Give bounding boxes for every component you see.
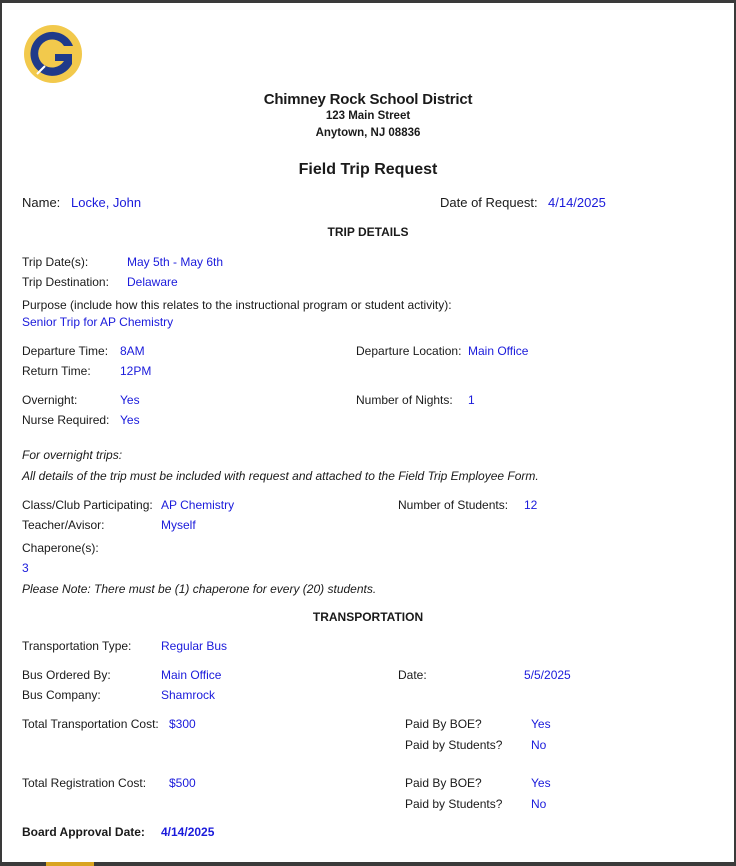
transportation-heading: TRANSPORTATION	[312, 610, 424, 624]
nurse-required-label: Nurse Required:	[22, 413, 110, 427]
registration-paid-by-boe-label: Paid By BOE?	[405, 776, 482, 790]
chaperones-value: 3	[22, 561, 29, 575]
district-name: Chimney Rock School District	[263, 91, 473, 108]
total-transportation-cost-value: $300	[169, 717, 196, 731]
bus-date-value: 5/5/2025	[524, 668, 571, 682]
purpose-label: Purpose (include how this relates to the instructional program or student activity):	[22, 298, 452, 312]
board-approval-date-label: Board Approval Date:	[22, 825, 145, 839]
registration-paid-by-boe-value: Yes	[531, 776, 551, 790]
date-of-request-label: Date of Request:	[440, 195, 538, 210]
departure-time-label: Departure Time:	[22, 344, 109, 358]
transport-paid-by-boe-value: Yes	[531, 717, 551, 731]
return-time-value: 12PM	[120, 364, 152, 378]
bus-date-label: Date:	[398, 668, 427, 682]
form-page	[2, 3, 734, 862]
bottom-border	[0, 862, 736, 866]
district-city: Anytown, NJ 08836	[315, 127, 421, 139]
destination-label: Trip Destination:	[22, 275, 109, 289]
transport-paid-by-students-value: No	[531, 738, 547, 752]
destination-value: Delaware	[127, 275, 178, 289]
registration-paid-by-students-value: No	[531, 797, 547, 811]
departure-location-label: Departure Location:	[356, 344, 462, 358]
transportation-type-label: Transportation Type:	[22, 639, 132, 653]
district-logo-icon	[23, 24, 83, 84]
purpose-value: Senior Trip for AP Chemistry	[22, 315, 174, 329]
bus-ordered-by-value: Main Office	[161, 668, 222, 682]
overnight-note-title: For overnight trips:	[22, 448, 123, 462]
return-time-label: Return Time:	[22, 364, 91, 378]
overnight-value: Yes	[120, 393, 140, 407]
trip-details-heading: TRIP DETAILS	[327, 225, 409, 239]
board-approval-date-value: 4/14/2025	[161, 825, 215, 839]
nurse-required-value: Yes	[120, 413, 140, 427]
overnight-label: Overnight:	[22, 393, 78, 407]
total-registration-cost-value: $500	[169, 776, 196, 790]
date-of-request-value: 4/14/2025	[548, 195, 606, 210]
transport-paid-by-students-label: Paid by Students?	[405, 738, 503, 752]
total-transportation-cost-label: Total Transportation Cost:	[22, 717, 159, 731]
bus-company-value: Shamrock	[161, 688, 216, 702]
transportation-type-value: Regular Bus	[161, 639, 228, 653]
total-registration-cost-label: Total Registration Cost:	[22, 776, 147, 790]
class-club-label: Class/Club Participating:	[22, 498, 153, 512]
number-of-students-label: Number of Students:	[398, 498, 509, 512]
registration-paid-by-students-label: Paid by Students?	[405, 797, 503, 811]
number-of-nights-label: Number of Nights:	[356, 393, 453, 407]
form-title: Field Trip Request	[298, 161, 438, 178]
number-of-students-value: 12	[524, 498, 538, 512]
name-value: Locke, John	[71, 195, 142, 210]
district-street: 123 Main Street	[325, 110, 411, 122]
bus-ordered-by-label: Bus Ordered By:	[22, 668, 111, 682]
chaperones-label: Chaperone(s):	[22, 541, 99, 555]
bus-company-label: Bus Company:	[22, 688, 101, 702]
name-label: Name:	[22, 195, 61, 210]
chaperone-note: Please Note: There must be (1) chaperone for every (20) students.	[22, 582, 377, 596]
departure-time-value: 8AM	[120, 344, 145, 358]
trip-dates-label: Trip Date(s):	[22, 255, 89, 269]
trip-dates-value: May 5th - May 6th	[127, 255, 224, 269]
teacher-advisor-label: Teacher/Avisor:	[22, 518, 105, 532]
departure-location-value: Main Office	[468, 344, 529, 358]
teacher-advisor-value: Myself	[161, 518, 196, 532]
bottom-accent-bar	[46, 862, 94, 866]
class-club-value: AP Chemistry	[161, 498, 235, 512]
number-of-nights-value: 1	[468, 393, 475, 407]
overnight-note-text: All details of the trip must be included with request and attached to the Field Trip Employee Form.	[22, 469, 539, 483]
transport-paid-by-boe-label: Paid By BOE?	[405, 717, 482, 731]
